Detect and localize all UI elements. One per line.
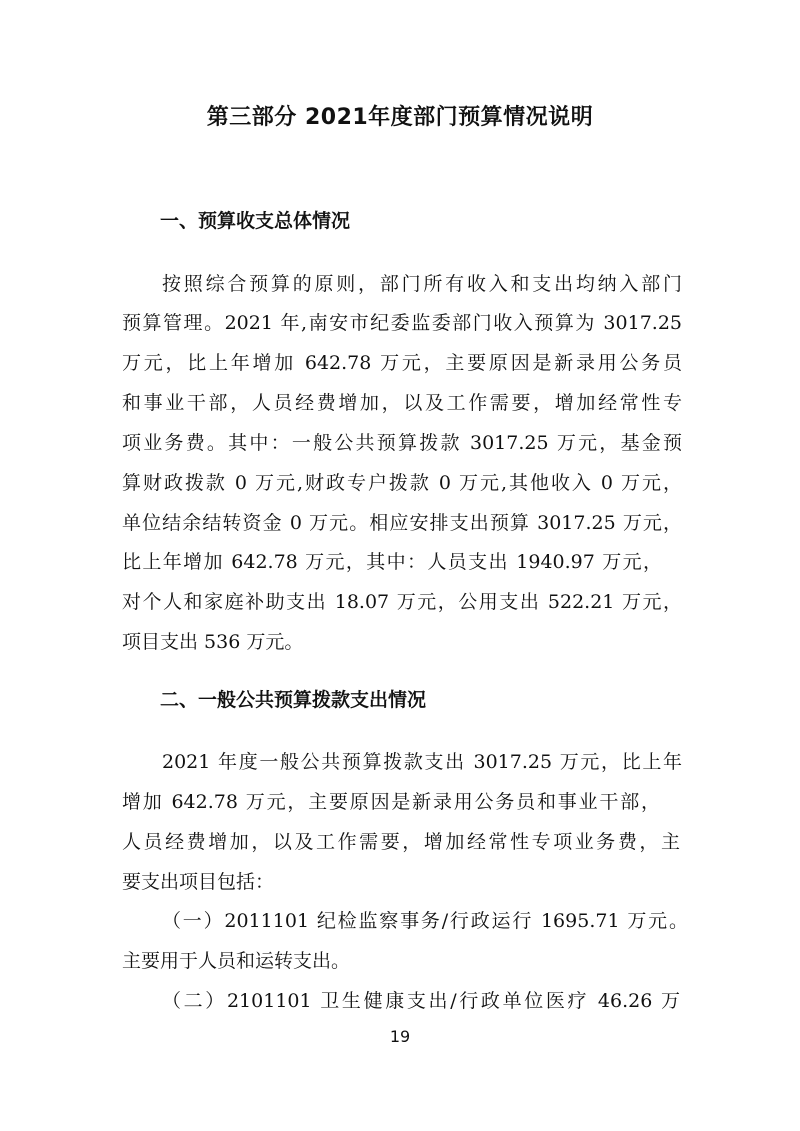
page-title: 第三部分 2021年度部门预算情况说明 — [206, 105, 594, 130]
section-heading-budget-overview: 一、预算收支总体情况 — [160, 210, 351, 232]
paragraph-line: 比上年增加 642.78 万元，其中：人员支出 1940.97 万元， — [122, 551, 662, 573]
paragraph-line: 预算管理。2021 年,南安市纪委监委部门收入预算为 3017.25 — [122, 312, 682, 334]
paragraph-line: 万元，比上年增加 642.78 万元，主要原因是新录用公务员 — [122, 352, 682, 374]
paragraph-line: 单位结余结转资金 0 万元。相应安排支出预算 3017.25 万元， — [122, 512, 682, 534]
paragraph-line: 要支出项目包括： — [122, 871, 275, 893]
paragraph-line: 对个人和家庭补助支出 18.07 万元，公用支出 522.21 万元， — [122, 591, 682, 613]
paragraph-line: 算财政拨款 0 万元,财政专户拨款 0 万元,其他收入 0 万元， — [122, 472, 682, 494]
page-number: 19 — [389, 1027, 411, 1046]
paragraph-line: 主要用于人员和运转支出。 — [122, 950, 351, 972]
paragraph-line: 按照综合预算的原则，部门所有收入和支出均纳入部门 — [162, 273, 682, 295]
paragraph-line: 项业务费。其中：一般公共预算拨款 3017.25 万元，基金预 — [122, 432, 682, 454]
paragraph-line: 2021 年度一般公共预算拨款支出 3017.25 万元，比上年 — [162, 751, 682, 773]
paragraph-line: 项目支出 536 万元。 — [122, 631, 304, 653]
paragraph-line: （二）2101101 卫生健康支出/行政单位医疗 46.26 万 — [162, 990, 680, 1012]
paragraph-line: 和事业干部，人员经费增加，以及工作需要，增加经常性专 — [122, 392, 682, 414]
paragraph-line: 人员经费增加，以及工作需要，增加经常性专项业务费，主 — [122, 831, 680, 853]
paragraph-line: （一）2011101 纪检监察事务/行政运行 1695.71 万元。 — [162, 910, 688, 932]
section-heading-general-budget-expenditure: 二、一般公共预算拨款支出情况 — [160, 689, 427, 711]
paragraph-line: 增加 642.78 万元，主要原因是新录用公务员和事业干部， — [122, 791, 660, 813]
